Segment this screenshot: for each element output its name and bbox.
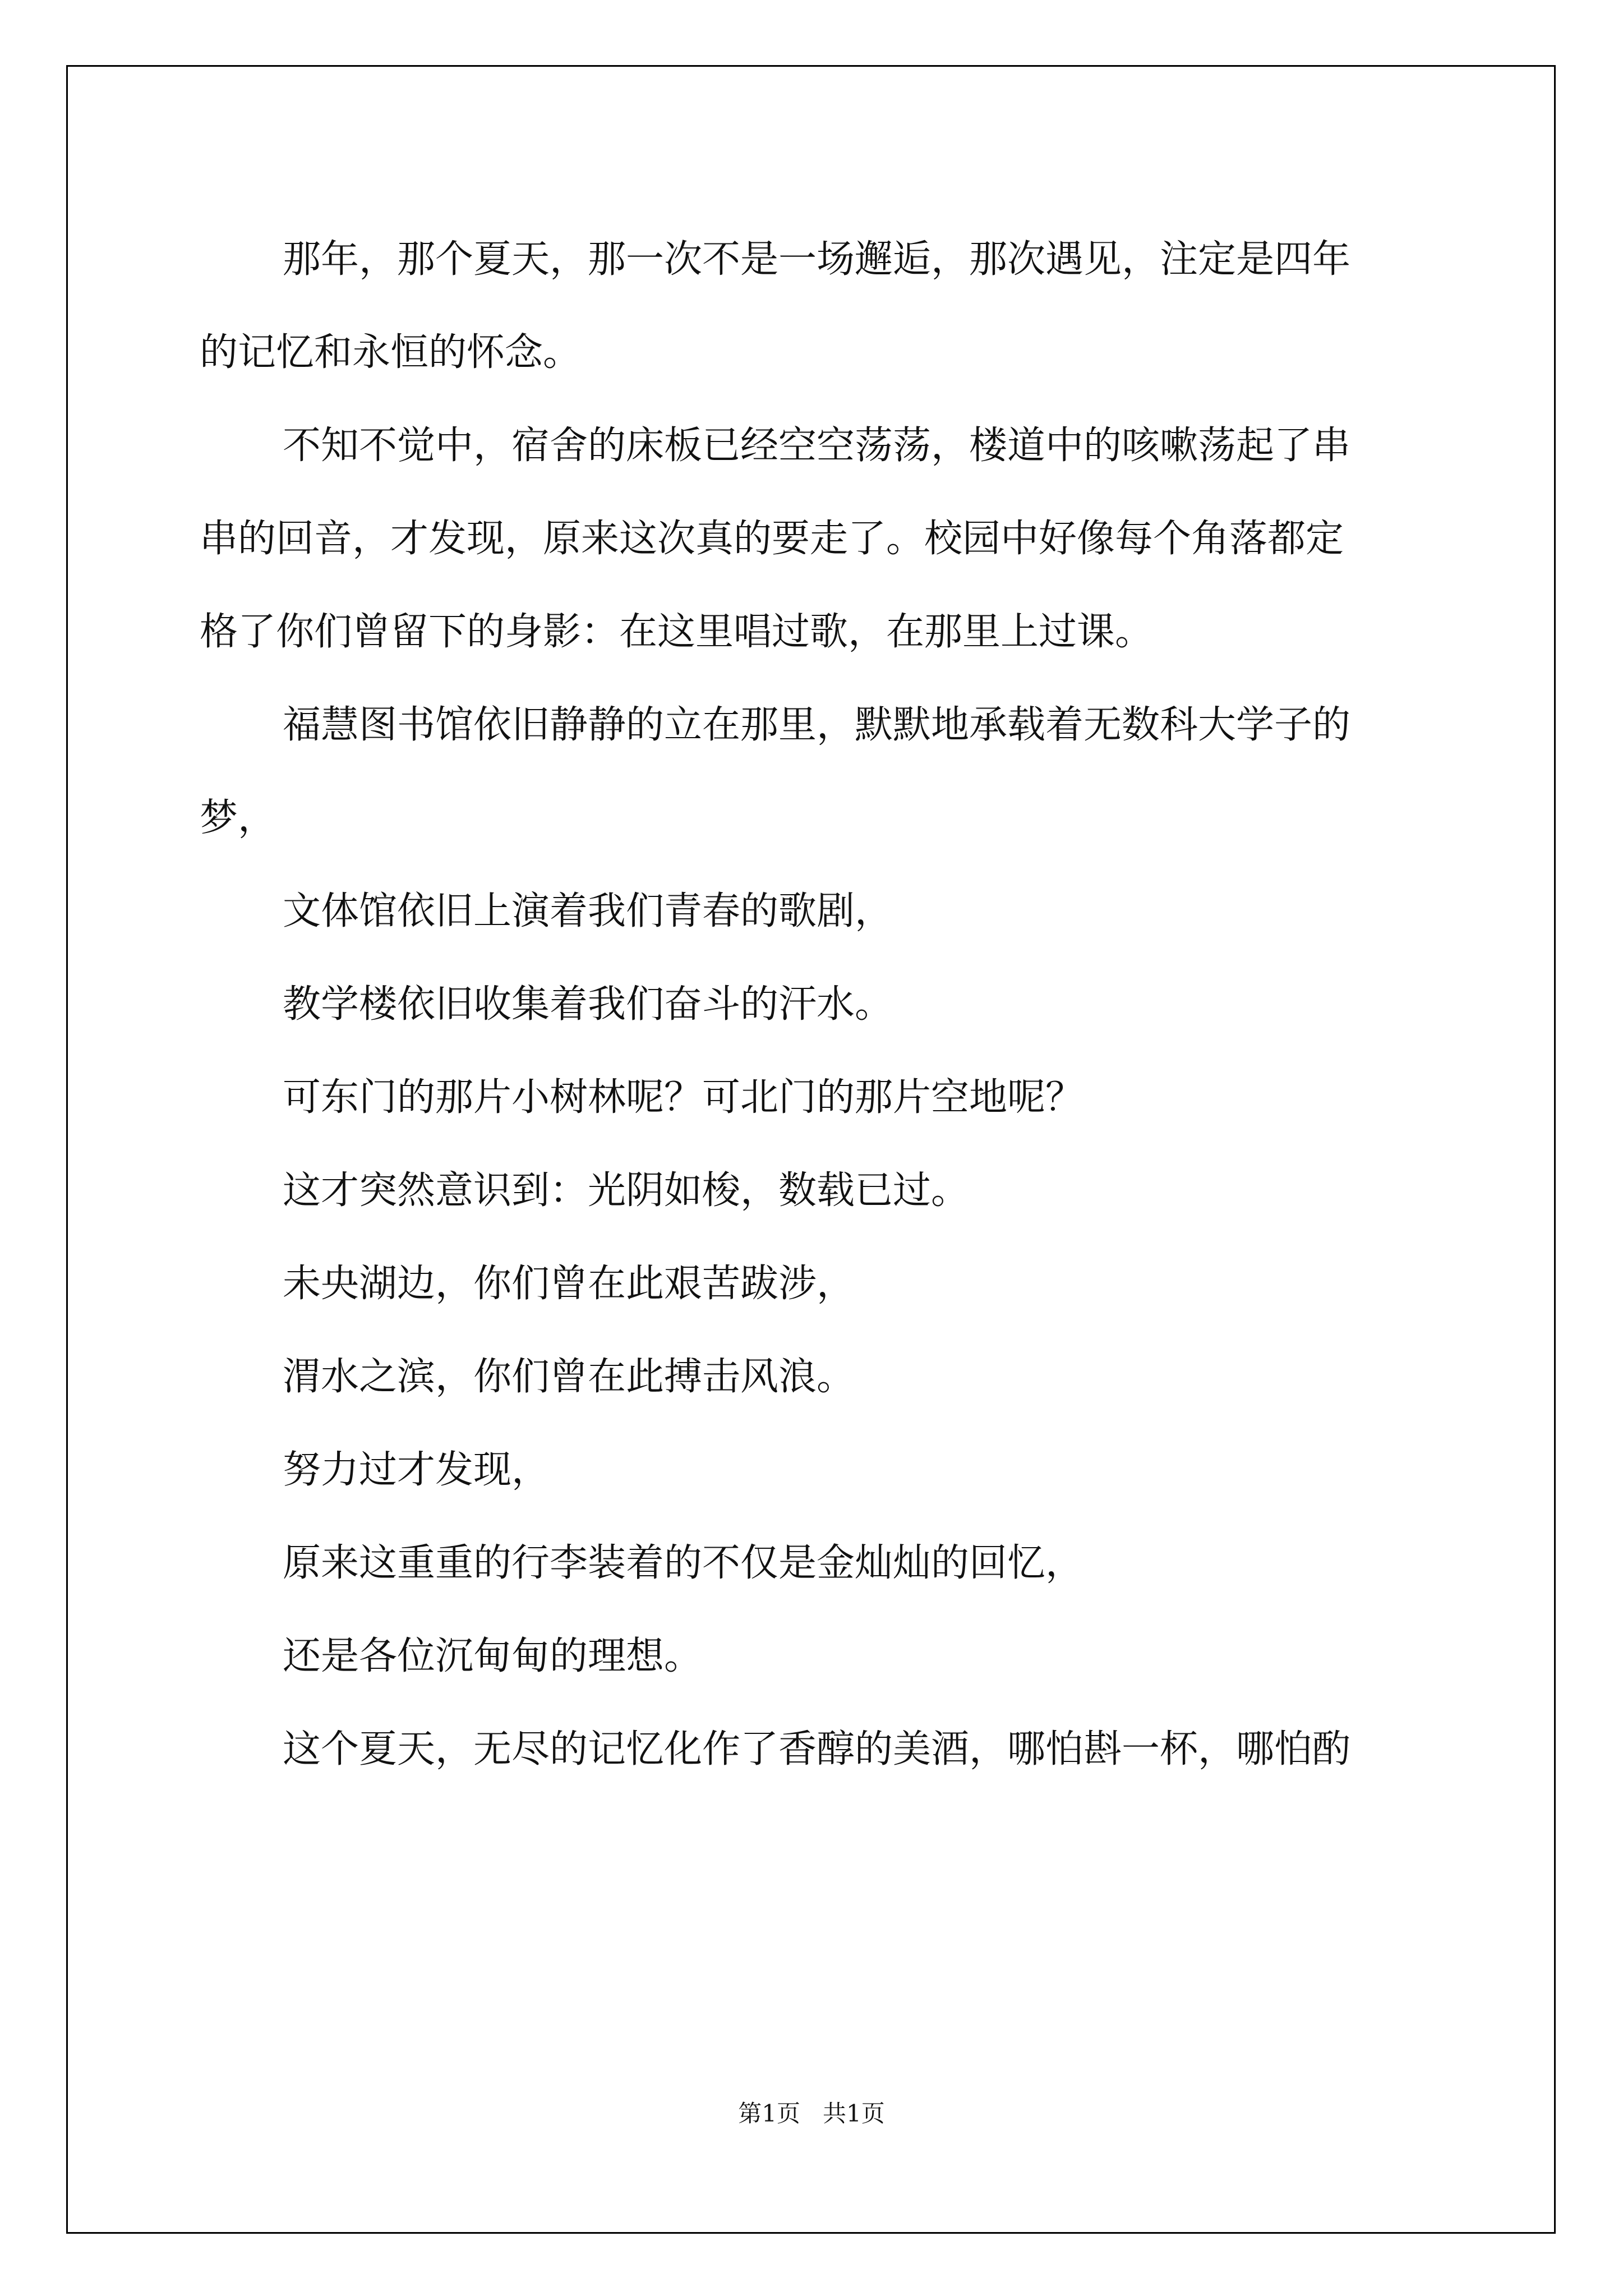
text-line: 的记忆和永恒的怀念。 xyxy=(200,330,582,375)
text-line: 这才突然意识到：光阴如梭，数载已过。 xyxy=(283,1168,970,1213)
page-total: 共1页 xyxy=(823,2100,885,2127)
text-line: 那年，那个夏天，那一次不是一场邂逅，那次遇见，注定是四年 xyxy=(283,237,1351,282)
text-line: 渭水之滨，你们曾在此搏击风浪。 xyxy=(283,1355,855,1399)
page-footer xyxy=(0,2095,1623,2129)
text-line: 福慧图书馆依旧静静的立在那里，默默地承载着无数科大学子的 xyxy=(283,703,1351,747)
text-line: 还是各位沉甸甸的理想。 xyxy=(283,1634,703,1678)
text-line: 原来这重重的行李装着的不仅是金灿灿的回忆， xyxy=(283,1541,1084,1585)
text-line: 串的回音，才发现，原来这次真的要走了。校园中好像每个角落都定 xyxy=(200,517,1344,561)
text-line: 不知不觉中，宿舍的床板已经空空荡荡，楼道中的咳嗽荡起了串 xyxy=(283,424,1351,468)
document-body xyxy=(200,213,1433,1796)
text-line: 可东门的那片小树林呢？可北门的那片空地呢？ xyxy=(283,1075,1084,1120)
text-line: 这个夏天，无尽的记忆化作了香醇的美酒，哪怕斟一杯，哪怕酌 xyxy=(283,1727,1351,1772)
text-line: 教学楼依旧收集着我们奋斗的汗水。 xyxy=(283,982,893,1027)
text-line: 格了你们曾留下的身影：在这里唱过歌，在那里上过课。 xyxy=(200,610,1154,654)
text-line: 未央湖边，你们曾在此艰苦跋涉， xyxy=(283,1262,855,1306)
text-line: 梦， xyxy=(200,796,276,840)
page-number: 第1页 xyxy=(738,2100,800,2127)
text-line: 努力过才发现， xyxy=(283,1448,550,1492)
text-line: 文体馆依旧上演着我们青春的歌剧， xyxy=(283,889,893,933)
